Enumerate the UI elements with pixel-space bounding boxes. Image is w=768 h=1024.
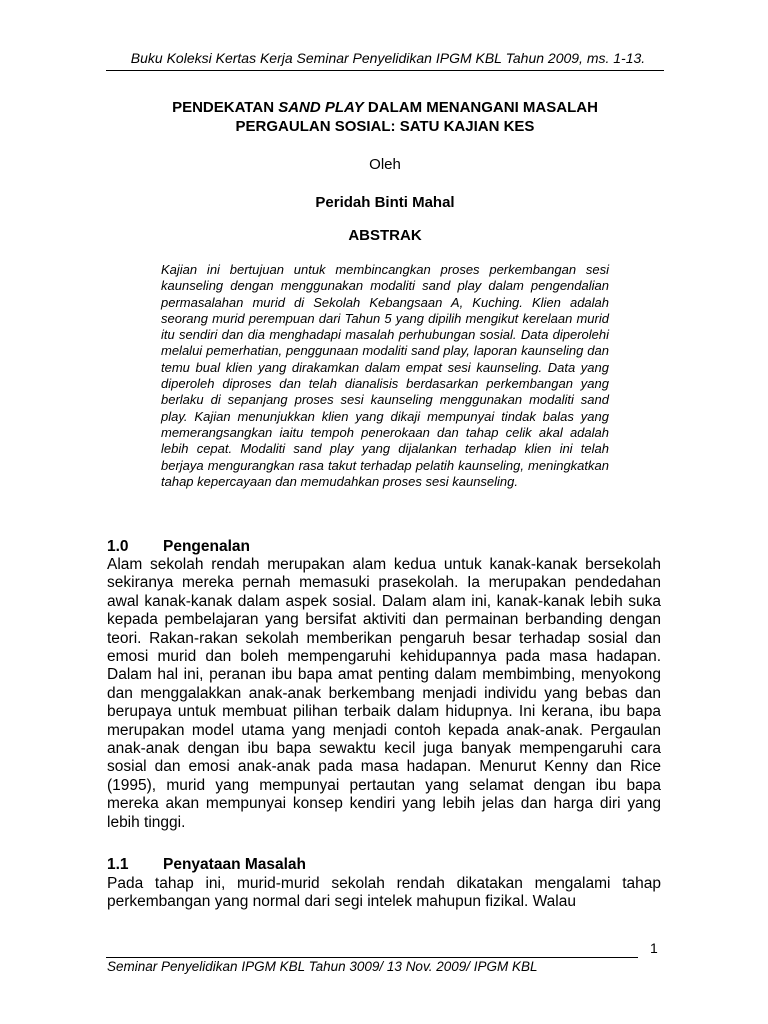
running-footer: Seminar Penyelidikan IPGM KBL Tahun 3009/ 13 Nov. 2009/ IPGM KBL [107,959,538,974]
abstract-heading: ABSTRAK [348,227,422,244]
footer-rule [106,957,638,958]
byline-oleh: Oleh [369,156,401,173]
title-line-1 [106,98,664,117]
header-rule [106,70,664,71]
section-body-1-0: Alam sekolah rendah merupakan alam kedua untuk kanak-kanak bersekolah sekiranya mereka pernah memasuki prasekolah. Ia merupakan pendedahan awal kanak-kanak dalam aspek sosial. Dalam alam ini, kanak-kanak lebih suka kepada pembelajaran yang bersifat aktiviti dan permainan berbanding dengan teori. Rakan-rakan sekolah memberikan pengaruh besar terhadap sosial dan emosi murid dan boleh mempengaruhi kehidupannya pada masa hadapan. Dalam hal ini, peranan ibu bapa amat penting dalam membimbing, menyokong dan menggalakkan anak-anak berkembang menjadi individu yang bebas dan berupaya untuk membuat pilihan terbaik dalam hidupnya. Ini kerana, ibu bapa merupakan model utama yang menjadi contoh kepada anak-anak. Pergaulan anak-anak dengan ibu bapa sewaktu kecil juga banyak mempengaruhi cara sosial dan emosi anak-anak pada masa hadapan. Menurut Kenny dan Rice (1995), murid yang mempunyai pertautan yang selamat dengan ibu bapa mereka akan mempunyai konsep kendiri yang lebih jelas dan harga diri yang lebih tinggi. [107,556,661,831]
title-line-1-part-2: DALAM MENANGANI MASALAH [363,99,598,116]
section-heading-1-1 [107,856,306,874]
abstract-body: Kajian ini bertujuan untuk membincangkan proses perkembangan sesi kaunseling dengan menggunakan modaliti sand play dalam pengendalian permasalahan murid di Sekolah Kebangsaan A, Kuching. Klien adalah seorang murid perempuan dari Tahun 5 yang dipilih mengikut kerelaan murid itu sendiri dan dia menghadapi masalah perhubungan sosial. Data diperolehi melalui pemerhatian, penggunaan modaliti sand play, laporan kaunseling dan temu bual klien yang dirakamkan dalam empat sesi kaunseling. Data yang diperoleh diproses dan telah dianalisis berdasarkan perkembangan yang berlaku di sepanjang proses sesi kaunseling menggunakan modaliti sand play. Kajian menunjukkan klien yang dikaji mempunyai tindak balas yang memerangsangkan iaitu tempoh penerokaan dan tahap celik akal adalah lebih cepat. Modaliti sand play yang dijalankan terhadap klien ini telah berjaya mengurangkan rasa takut terhadap pelatih kaunseling, meningkatkan tahap kepercayaan dan memudahkan proses sesi kaunseling. [161,262,609,489]
title-line-2: PERGAULAN SOSIAL: SATU KAJIAN KES [235,118,535,135]
paper-title [106,98,664,136]
author-name: Peridah Binti Mahal [315,194,455,211]
section-number: 1.1 [107,856,129,873]
section-title: Penyataan Masalah [163,856,307,873]
page-number: 1 [650,940,658,956]
running-header: Buku Koleksi Kertas Kerja Seminar Penyelidikan IPGM KBL Tahun 2009, ms. 1-13. [130,50,646,66]
title-line-1-part-1: PENDEKATAN [172,99,279,116]
title-line-1-italic: SAND PLAY [278,99,364,116]
section-title: Pengenalan [163,538,250,555]
section-body-1-1: Pada tahap ini, murid-murid sekolah rendah dikatakan mengalami tahap perkembangan yang normal dari segi intelek mahupun fizikal. Walau [107,875,661,911]
section-heading-1-0 [107,538,250,556]
section-number: 1.0 [107,538,129,555]
